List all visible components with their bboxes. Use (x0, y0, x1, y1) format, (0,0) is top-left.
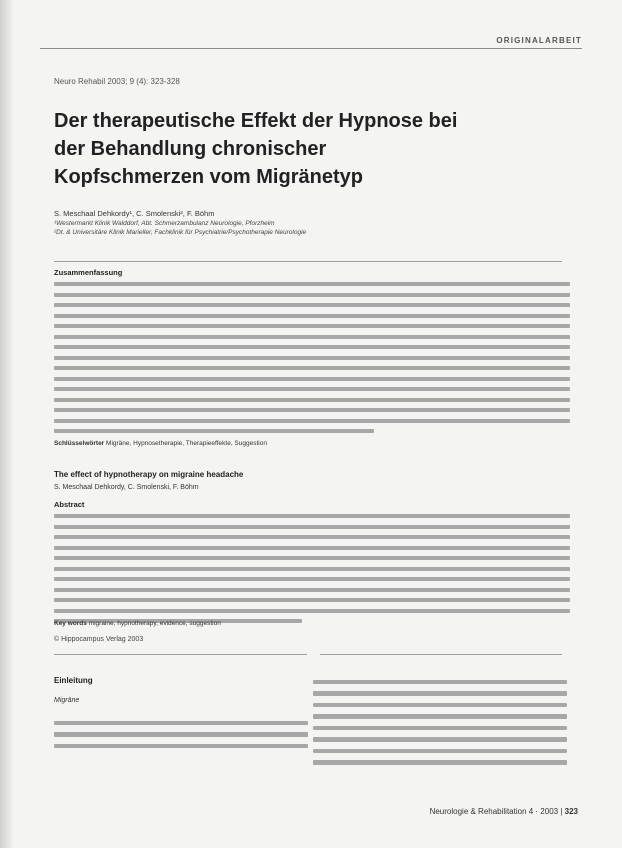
abstract-en-keywords (54, 620, 221, 627)
keywords-de-values: Migräne, Hypnosetherapie, Therapieeffekte, Suggestion (106, 440, 267, 447)
body-rule-right (320, 654, 562, 655)
footer-journal: Neurologie & Rehabilitation 4 · 2003 | (429, 807, 563, 816)
keywords-en-values: migraine, hypnotherapy, evidence, suggestion (88, 620, 221, 627)
article-title: Der therapeutische Effekt der Hypnose bei der Behandlung chronischer Kopfschmerzen vom Migränetyp (54, 110, 458, 188)
abstract-en-text (54, 511, 570, 627)
footer-page-number: 323 (564, 807, 578, 816)
article-authors: S. Meschaal Dehkordy¹, C. Smolenski², F. Böhm (54, 209, 215, 218)
scan-edge-shadow (0, 0, 14, 848)
abstract-de-text (54, 279, 570, 437)
keywords-en-label: Key words (54, 620, 87, 627)
abstract-de-keywords (54, 440, 267, 447)
body-column-right (313, 676, 567, 768)
abstract-en-title: The effect of hypnotherapy on migraine headache (54, 470, 244, 479)
abstract-en-heading: Abstract (54, 500, 85, 509)
abstract-en-authors: S. Meschaal Dehkordy, C. Smolenski, F. Böhm (54, 484, 199, 491)
body-rule-left (54, 654, 307, 655)
section-label: ORIGINALARBEIT (496, 36, 582, 45)
body-column-left (54, 717, 308, 752)
body-subheading: Migräne (54, 697, 80, 704)
affiliation-2: ²Dt. & Universitäre Klinik Marieller, Fachklinik für Psychiatrie/Psychotherapie Neurologie (54, 229, 307, 236)
page-footer (430, 807, 578, 816)
keywords-de-label: Schlüsselwörter (54, 440, 105, 447)
body-heading: Einleitung (54, 676, 93, 685)
journal-reference: Neuro Rehabil 2003; 9 (4): 323-328 (54, 77, 180, 86)
header-rule (40, 48, 582, 49)
abstract-de-heading: Zusammenfassung (54, 268, 123, 277)
affiliation-1: ¹Westermarkt Klinik Walddorf, Abt. Schmerzambulanz Neurologie, Pforzheim (54, 220, 275, 227)
copyright-line: © Hippocampus Verlag 2003 (54, 636, 144, 643)
abstract-rule (54, 261, 562, 262)
